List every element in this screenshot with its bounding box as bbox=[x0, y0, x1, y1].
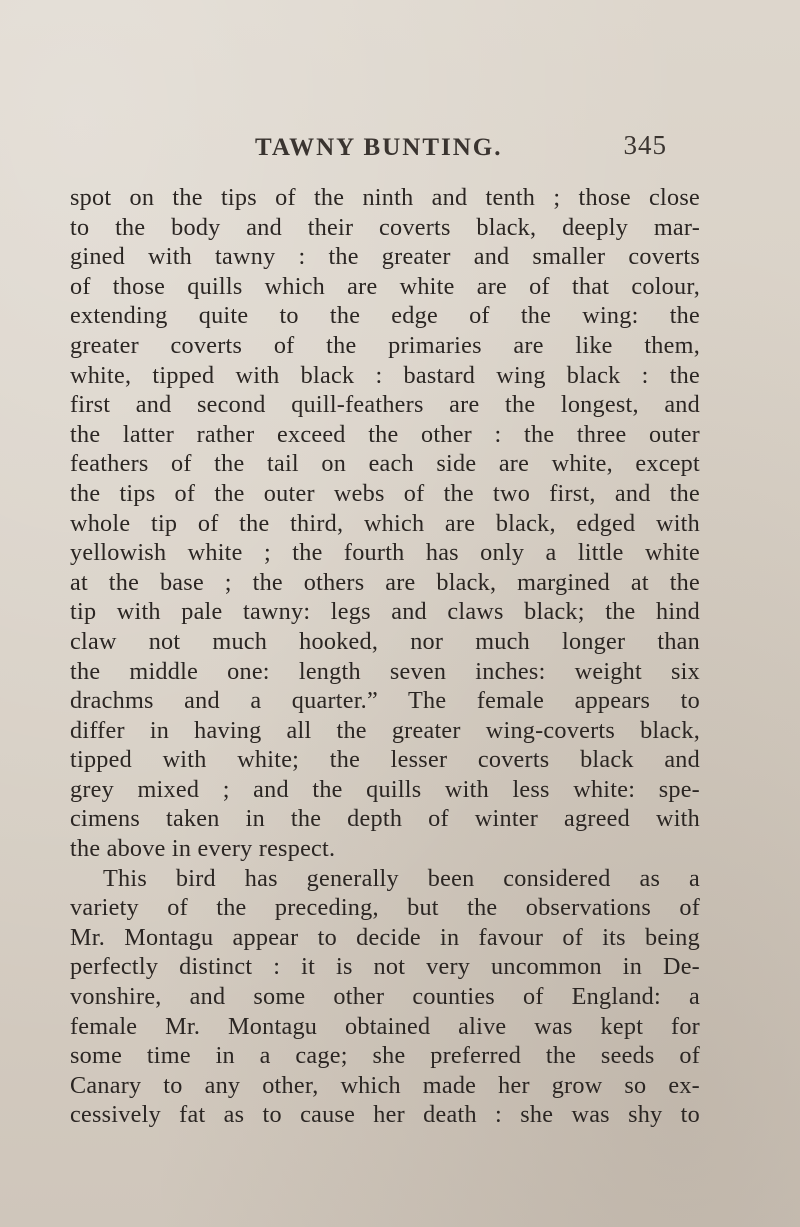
text-line: drachms and a quarter.” The female appears to bbox=[70, 687, 700, 715]
text-line: Canary to any other, which made her grow so ex- bbox=[70, 1071, 700, 1099]
text-line: at the base ; the others are black, margined at the bbox=[70, 568, 700, 596]
text-line: claw not much hooked, nor much longer than bbox=[70, 627, 700, 655]
text-line: whole tip of the third, which are black, edged with bbox=[70, 509, 700, 537]
text-line: cessively fat as to cause her death : she was shy to bbox=[70, 1101, 700, 1129]
text-line: first and second quill-feathers are the longest, and bbox=[70, 391, 700, 419]
text-line: to the body and their coverts black, deeply mar- bbox=[70, 213, 700, 241]
text-line: tipped with white; the lesser coverts black and bbox=[70, 746, 700, 774]
text-line: Mr. Montagu appear to decide in favour of its being bbox=[70, 923, 700, 951]
page-number: 345 bbox=[623, 130, 667, 160]
running-title: TAWNY BUNTING. bbox=[255, 134, 503, 161]
text-line: white, tipped with black : bastard wing black : the bbox=[70, 361, 700, 389]
text-line: spot on the tips of the ninth and tenth ; those close bbox=[70, 184, 700, 211]
text-line: greater coverts of the primaries are like them, bbox=[70, 331, 700, 359]
text-line: gined with tawny : the greater and smaller coverts bbox=[70, 243, 700, 271]
body-text bbox=[70, 183, 700, 1130]
text-line: tip with pale tawny: legs and claws black; the hind bbox=[70, 598, 700, 626]
text-line: cimens taken in the depth of winter agreed with bbox=[70, 805, 700, 833]
text-line: female Mr. Montagu obtained alive was kept for bbox=[70, 1012, 700, 1040]
text-line: grey mixed ; and the quills with less white: spe- bbox=[70, 775, 700, 803]
text-line: the latter rather exceed the other : the three outer bbox=[70, 420, 700, 448]
paragraph-start-line: This bird has generally been considered as a bbox=[103, 864, 700, 892]
text-line: the above in every respect. bbox=[70, 835, 336, 863]
running-head bbox=[255, 130, 695, 166]
text-line: variety of the preceding, but the observations of bbox=[70, 894, 700, 922]
text-line: extending quite to the edge of the wing: the bbox=[70, 302, 700, 330]
text-line: some time in a cage; she preferred the seeds of bbox=[70, 1042, 700, 1070]
text-line: feathers of the tail on each side are white, except bbox=[70, 450, 700, 478]
text-line: vonshire, and some other counties of England: a bbox=[70, 983, 700, 1011]
text-line: differ in having all the greater wing-coverts black, bbox=[70, 716, 700, 744]
text-line: perfectly distinct : it is not very uncommon in De- bbox=[70, 953, 700, 981]
text-line: the middle one: length seven inches: weight six bbox=[70, 657, 700, 685]
text-line: yellowish white ; the fourth has only a little white bbox=[70, 539, 700, 567]
text-line: the tips of the outer webs of the two first, and the bbox=[70, 479, 700, 507]
text-line: of those quills which are white are of that colour, bbox=[70, 272, 700, 300]
